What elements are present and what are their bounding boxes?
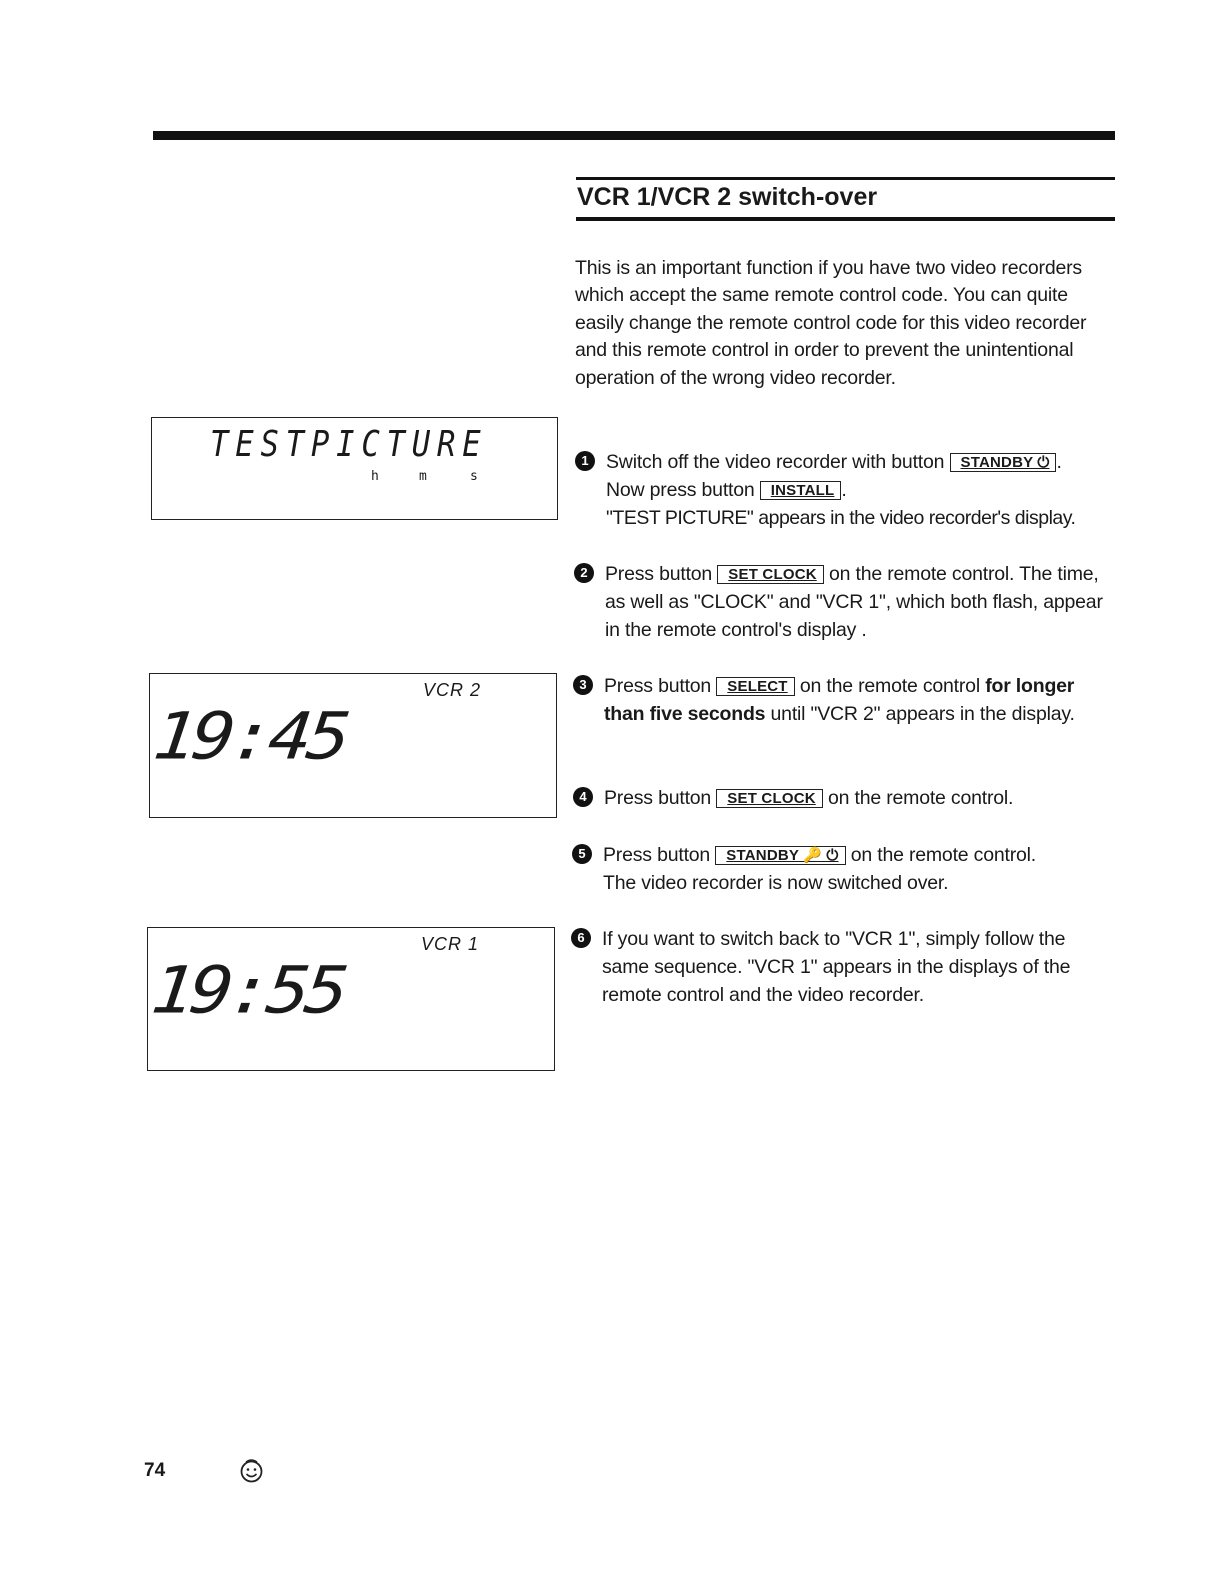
lcd-vcr-label: VCR 1 xyxy=(421,934,480,954)
step-text: on the remote control. xyxy=(822,787,1014,809)
step-5 xyxy=(578,841,1108,897)
step-line: "TEST PICTURE" appears in the video recorder's display. xyxy=(606,507,1076,529)
step-text: on the remote control. The time, as well as "CLOCK" and "VCR 1", which both flash, appear in the remote control's display . xyxy=(605,563,1103,641)
title-rule-top xyxy=(576,177,1115,180)
step-number: 6 xyxy=(571,928,591,948)
step-text: Press button xyxy=(604,675,717,697)
lcd-time: 19:55 xyxy=(147,952,348,1028)
step-2 xyxy=(580,560,1110,644)
install-key: INSTALL xyxy=(760,481,842,500)
step-1 xyxy=(581,448,1116,532)
step-paragraph xyxy=(604,784,1104,812)
step-text: on the remote control xyxy=(794,675,986,697)
smiley-icon xyxy=(238,1458,265,1485)
lcd-display-vcr2 xyxy=(149,673,557,818)
step-text: until "VCR 2" appears in the display. xyxy=(765,703,1075,725)
step-line: The video recorder is now switched over. xyxy=(603,872,949,894)
standby-key: STANDBY ⏻ xyxy=(950,453,1057,472)
step-text: Now press button xyxy=(606,479,760,501)
select-key: SELECT xyxy=(716,677,794,696)
step-text: Switch off the video recorder with button xyxy=(606,451,950,473)
section-title: VCR 1/VCR 2 switch-over xyxy=(577,183,878,211)
step-paragraph: If you want to switch back to "VCR 1", simply follow the same sequence. "VCR 1" appears in the displays of the remote control and the video recorder. xyxy=(602,928,1071,1006)
step-emphasis: for longer than five seconds xyxy=(604,675,1075,725)
step-text: Press button xyxy=(603,844,716,866)
lcd-display-test-picture xyxy=(151,417,558,520)
step-text: . xyxy=(1056,451,1062,473)
standby-lock-key: STANDBY 🔑 ⏻ xyxy=(715,846,845,865)
step-number: 3 xyxy=(573,675,593,695)
step-paragraph xyxy=(605,560,1110,644)
step-3 xyxy=(579,672,1094,728)
page-number: 74 xyxy=(144,1460,166,1481)
step-number: 4 xyxy=(573,787,593,807)
title-rule-bottom xyxy=(576,217,1115,221)
lcd-vcr-label: VCR 2 xyxy=(423,680,482,700)
lcd-time: 19:45 xyxy=(149,698,350,774)
step-text: Press button xyxy=(605,563,718,585)
step-text: on the remote control. xyxy=(845,844,1037,866)
step-number: 5 xyxy=(572,844,592,864)
lcd-display-vcr1 xyxy=(147,927,555,1071)
step-text: Press button xyxy=(604,787,717,809)
top-rule xyxy=(153,131,1115,140)
step-number: 1 xyxy=(575,451,595,471)
step-4 xyxy=(579,784,1104,812)
lcd-text: TESTPICTURE xyxy=(210,424,488,465)
lcd-hours-label: h xyxy=(371,469,379,484)
intro-paragraph: This is an important function if you have two video recorders which accept the same remote control code. You can quite easily change the remote control code for this video recorder and this remote control in order to prevent the unintentional operation of the wrong video recorder. xyxy=(575,257,1087,389)
lcd-seconds-label: s xyxy=(470,469,478,484)
lcd-minutes-label: m xyxy=(419,469,427,484)
set-clock-key: SET CLOCK xyxy=(716,789,822,808)
step-text: . xyxy=(841,479,847,501)
step-line xyxy=(606,476,1116,504)
set-clock-key: SET CLOCK xyxy=(717,565,823,584)
step-number: 2 xyxy=(574,563,594,583)
step-line xyxy=(606,448,1116,476)
step-6 xyxy=(577,925,1107,1009)
step-line xyxy=(603,841,1108,869)
step-paragraph xyxy=(604,672,1094,728)
